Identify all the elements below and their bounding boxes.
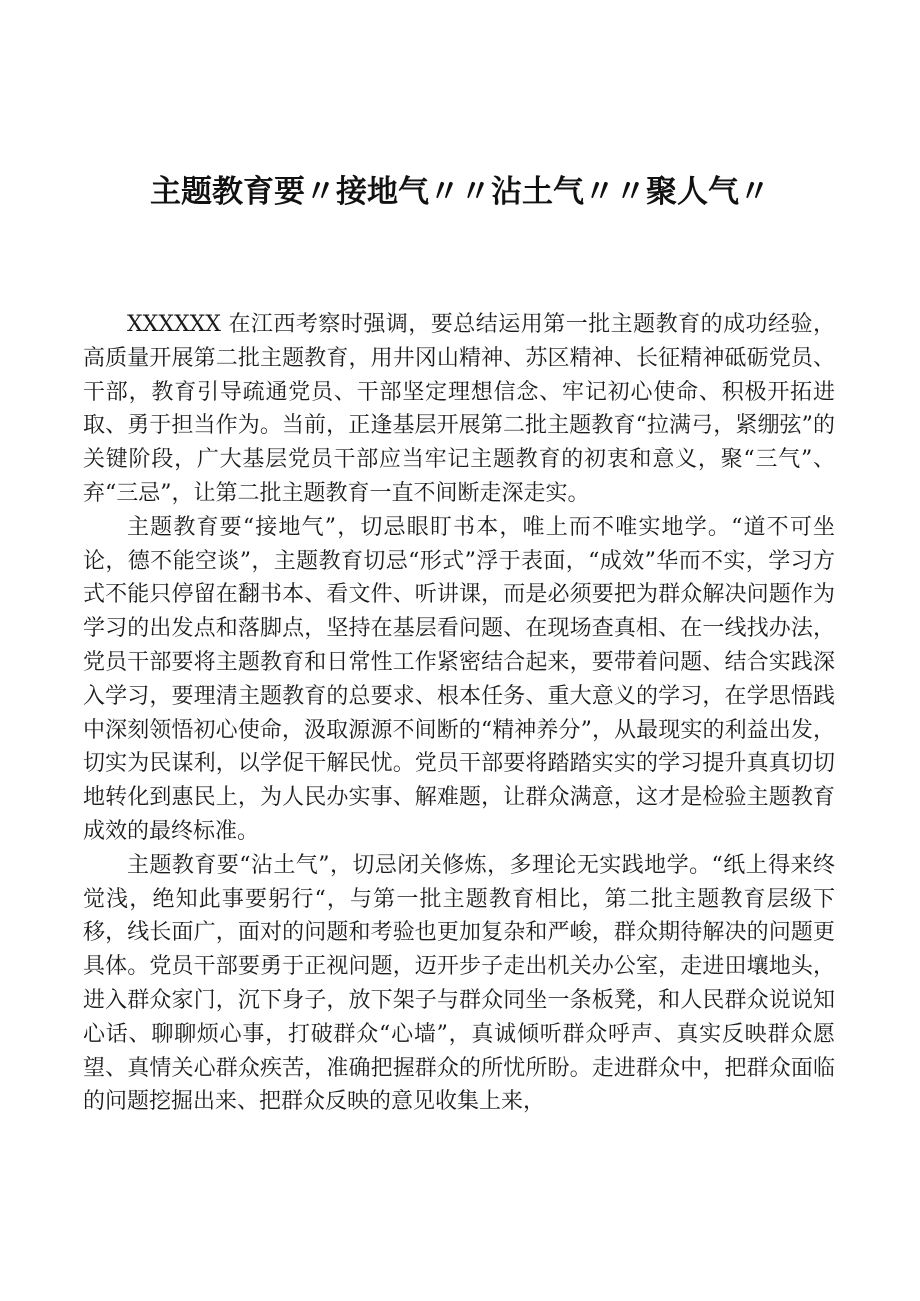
- paragraph-intro: XXXXXX 在江西考察时强调，要总结运用第一批主题教育的成功经验，高质量开展第二批主题教育，用井冈山精神、苏区精神、长征精神砥砺党员、干部，教育引导疏通党员、干部坚定理想信念、牢记初心使命、积极开拓进取、勇于担当作为。当前，正逢基层开展第二批主题教育“拉满弓，紧绷弦”的关键阶段，广大基层党员干部应当牢记主题教育的初衷和意义，聚“三气”、弃“三忌”，让第二批主题教育一直不间断走深走实。: [83, 312, 835, 506]
- document-title: 主题教育要〃接地气〃〃沾土气〃〃聚人气〃: [150, 174, 770, 210]
- document-body: [83, 308, 835, 1119]
- paragraph-jie-di-qi: 主题教育要“接地气”，切忌眼盯书本，唯上而不唯实地学。“道不可坐论，德不能空谈”，主题教育切忌“形式”浮于表面，“成效”华而不实，学习方式不能只停留在翻书本、看文件、听讲课，而是必须要把为群众解决问题作为学习的出发点和落脚点，坚持在基层看问题、在现场查真相、在一线找办法，党员干部要将主题教育和日常性工作紧密结合起来，要带着问题、结合实践深入学习，要理清主题教育的总要求、根本任务、重大意义的学习，在学思悟践中深刻领悟初心使命，汲取源源不间断的“精神养分”，从最现实的利益出发，切实为民谋利，以学促干解民忧。党员干部要将踏踏实实的学习提升真真切切地转化到惠民上，为人民办实事、解难题，让群众满意，这才是检验主题教育成效的最终标准。: [83, 514, 835, 844]
- paragraph-zhan-tu-qi: 主题教育要“沾土气”，切忌闭关修炼，多理论无实践地学。“纸上得来终觉浅，绝知此事要躬行“，与第一批主题教育相比，第二批主题教育层级下移，线长面广，面对的问题和考验也更加复杂和严峻，群众期待解决的问题更具体。党员干部要勇于正视问题，迈开步子走出机关办公室，走进田壤地头，进入群众家门，沉下身子，放下架子与群众同坐一条板凳，和人民群众说说知心话、聊聊烦心事，打破群众“心墙”，真诚倾听群众呼声、真实反映群众愿望、真情关心群众疾苦，准确把握群众的所忧所盼。走进群众中，把群众面临的问题挖掘出来、把群众反映的意见收集上来，: [83, 852, 835, 1115]
